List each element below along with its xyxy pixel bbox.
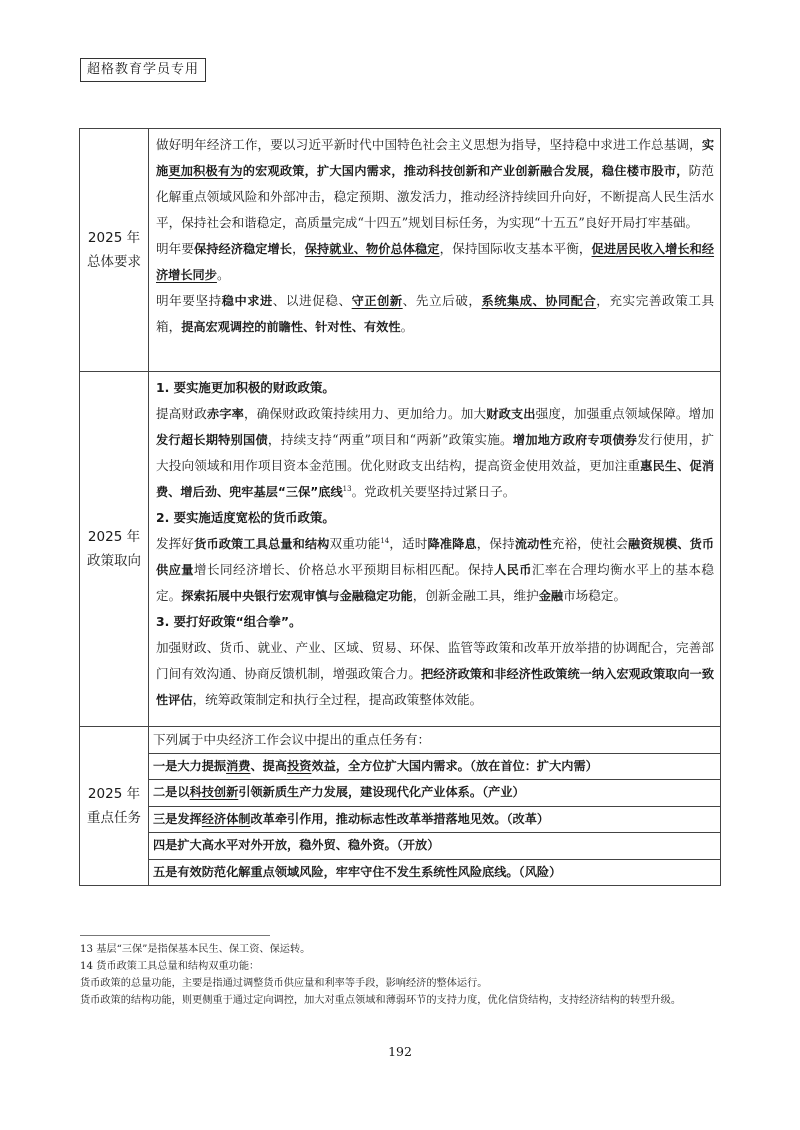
bold-text: 财政支出 [486, 407, 536, 421]
task-item [149, 780, 720, 807]
underlined-bold-text: 促进居民收入增长和经济增长同步 [156, 242, 715, 282]
text: 防范化解重点领域风险和外部冲击，稳定预期、激发活力，推动经济持续回升向好，不断提高人民生活水平，保持社会和谐稳定，高质量完成“十四五”规划目标任务，为实现“十五五”良好开局打牢基础。 [156, 163, 715, 230]
bold-text: 增加地方政府专项债券 [512, 433, 638, 447]
row-label-year: 2025 年 [87, 230, 141, 246]
task-item [149, 833, 720, 860]
text: ，充实完善政策工具箱， [156, 293, 715, 334]
text: 充裕，使社会 [551, 536, 629, 551]
text: ，保持 [476, 536, 515, 551]
footnote-14-structure: 货币政策的结构功能，则更侧重于通过定向调控，加大对重点领域和薄弱环节的支持力度，优化信贷结构，支持经济结构的转型升级。 [80, 995, 682, 1006]
bold-text: 货币政策工具总量和结构 [194, 537, 330, 551]
row-label-overall [80, 129, 149, 372]
tasks-content [149, 727, 721, 886]
text: 。党政机关要坚持过紧日子。 [351, 484, 516, 499]
text: 汇率在合理均衡水平上的基本稳定。 [156, 562, 715, 603]
policy-table [79, 128, 721, 886]
footnote-ref-14[interactable]: 14 [380, 537, 390, 545]
bold-text: 流动性 [514, 537, 552, 551]
text: 做好明年经济工作，要以习近平新时代中国特色社会主义思想为指导，坚持稳中求进工作总基调， [156, 137, 702, 152]
footnote-divider [80, 935, 270, 936]
underlined-text: 经济体制 [201, 811, 251, 826]
page-number: 192 [388, 1044, 412, 1059]
text: ，确保财政政策持续用力、更加给力。加大 [244, 406, 487, 421]
text: 一是大力提振 [153, 758, 227, 773]
monetary-policy-paragraph [156, 531, 714, 609]
row-overall [80, 129, 721, 372]
policy-combo-paragraph [156, 635, 714, 713]
fiscal-policy-heading: 1. 要实施更加积极的财政政策。 [156, 380, 335, 395]
list-item [149, 727, 720, 753]
underlined-text: 科技创新 [189, 785, 239, 799]
underlined-text: 消费 [226, 758, 251, 773]
overall-paragraph-2 [156, 236, 714, 288]
footnotes [80, 941, 722, 1009]
row-label-year: 2025 年 [87, 529, 141, 545]
text: ，统筹政策制定和执行全过程，提高政策整体效能。 [192, 692, 483, 707]
row-tasks [80, 727, 721, 886]
text: 四是扩大高水平对外开放，稳外贸、稳外资。（开放） [153, 838, 440, 852]
list-item [149, 753, 720, 780]
list-item [149, 806, 720, 833]
text: 、提高 [250, 758, 288, 773]
row-label-title: 重点任务 [87, 810, 141, 826]
text: 加强财政、货币、就业、产业、区域、贸易、环保、监管等政策和改革开放举措的协调配合，完善部门间有效沟通、协商反馈机制，增强政策合力。 [156, 640, 714, 681]
bold-text: 人民币 [493, 563, 532, 577]
text: ，保持国际收支基本平衡， [439, 241, 592, 256]
underlined-bold-text: 系统集成、协同配合 [481, 294, 597, 308]
footnote-14: 14 货币政策工具总量和结构双重功能： [80, 961, 260, 972]
row-label-tasks [80, 727, 149, 886]
overall-paragraph-3 [156, 288, 714, 340]
text: 二是以 [153, 785, 190, 799]
row-label-year: 2025 年 [87, 786, 141, 802]
header-label: 超格教育学员专用 [80, 58, 206, 82]
bold-text: 保持经济稳定增长 [194, 242, 293, 256]
text: 。 [400, 319, 414, 334]
bold-text: 金融 [538, 589, 564, 603]
bold-text: 实施 [156, 138, 714, 178]
text: 。 [216, 267, 230, 282]
list-item [149, 833, 720, 860]
footnote-ref-13[interactable]: 13 [342, 485, 352, 493]
bold-text: 降准降息 [427, 537, 477, 551]
text: 发行使用，扩大投向领域和用作项目资本金范围。优化财政支出结构，提高资金使用效益，更加注重 [156, 432, 715, 473]
overall-content [149, 129, 721, 372]
text: 效益，全方位扩大国内需求。（放在首位：扩大内需） [311, 758, 598, 773]
underlined-bold-text: 守正创新 [351, 294, 403, 308]
policy-combo-heading: 3. 要打好政策“组合拳”。 [156, 614, 302, 629]
text: 发挥好 [156, 536, 195, 551]
text: ， [292, 241, 305, 256]
text: 明年要 [156, 241, 194, 256]
bold-text: 发行超长期特别国债 [156, 433, 268, 447]
text: 明年要坚持 [156, 293, 222, 308]
row-label-policy [80, 372, 149, 727]
row-label-title: 政策取向 [87, 553, 141, 569]
tasks-list [149, 727, 720, 885]
fiscal-policy-paragraph [156, 401, 714, 505]
row-label-title: 总体要求 [87, 254, 141, 270]
bold-text: 惠民生、促消费、增后劲、兜牢基层“三保”底线 [156, 459, 715, 499]
underlined-bold-text: 保持就业、物价总体稳定 [304, 242, 440, 256]
footnote-13: 13 基层“三保”是指保基本民生、保工资、保运转。 [80, 944, 311, 955]
text: 五是有效防范化解重点领域风险，牢牢守住不发生系统性风险底线。（风险） [153, 864, 562, 879]
bold-text: 的宏观政策，扩大国内需求，推动科技创新和产业创新融合发展，稳住楼市股市， [242, 164, 689, 178]
tasks-intro: 下列属于中央经济工作会议中提出的重点任务有： [149, 727, 720, 753]
task-item [149, 859, 720, 885]
text: 增长同经济增长、价格总水平预期目标相匹配。保持 [193, 562, 494, 577]
text: 市场稳定。 [563, 588, 627, 603]
text: 、先立后破， [402, 293, 482, 308]
bold-text: 把经济政策和非经济性政策统一纳入宏观政策取向一致性评估 [156, 667, 715, 707]
overall-paragraph-1 [156, 132, 714, 236]
text: 提高财政 [156, 406, 207, 421]
text: 引领新质生产力发展，建设现代化产业体系。（产业） [238, 785, 525, 799]
underlined-text: 投资 [287, 758, 312, 773]
underlined-bold-text: 更加积极有为 [168, 164, 243, 178]
text: 、以进促稳、 [272, 293, 352, 308]
bold-text: 稳中求进 [221, 294, 273, 308]
policy-content [149, 372, 721, 727]
text: 强度，加强重点领域保障。增加 [535, 406, 714, 421]
text: ，持续支持“两重”项目和“两新”政策实施。 [267, 432, 513, 447]
row-policy [80, 372, 721, 727]
text: ，适时 [389, 536, 428, 551]
text: 三是发挥 [153, 811, 202, 826]
monetary-policy-heading: 2. 要实施适度宽松的货币政策。 [156, 510, 335, 525]
text: 改革牵引作用，推动标志性改革举措落地见效。（改革） [250, 811, 550, 826]
footnote-14-total: 货币政策的总量功能，主要是指通过调整货币供应量和利率等手段，影响经济的整体运行。 [80, 978, 488, 989]
task-item [149, 806, 720, 833]
text: ，创新金融工具，维护 [412, 588, 539, 603]
bold-text: 赤字率 [207, 407, 245, 421]
bold-text: 提高宏观调控的前瞻性、针对性、有效性 [181, 320, 401, 334]
task-item [149, 753, 720, 780]
text: 双重功能 [329, 536, 381, 551]
list-item [149, 780, 720, 807]
bold-text: 探索拓展中央银行宏观审慎与金融稳定功能 [181, 589, 413, 603]
list-item [149, 859, 720, 885]
bold-text: 融资规模、货币供应量 [156, 537, 715, 577]
